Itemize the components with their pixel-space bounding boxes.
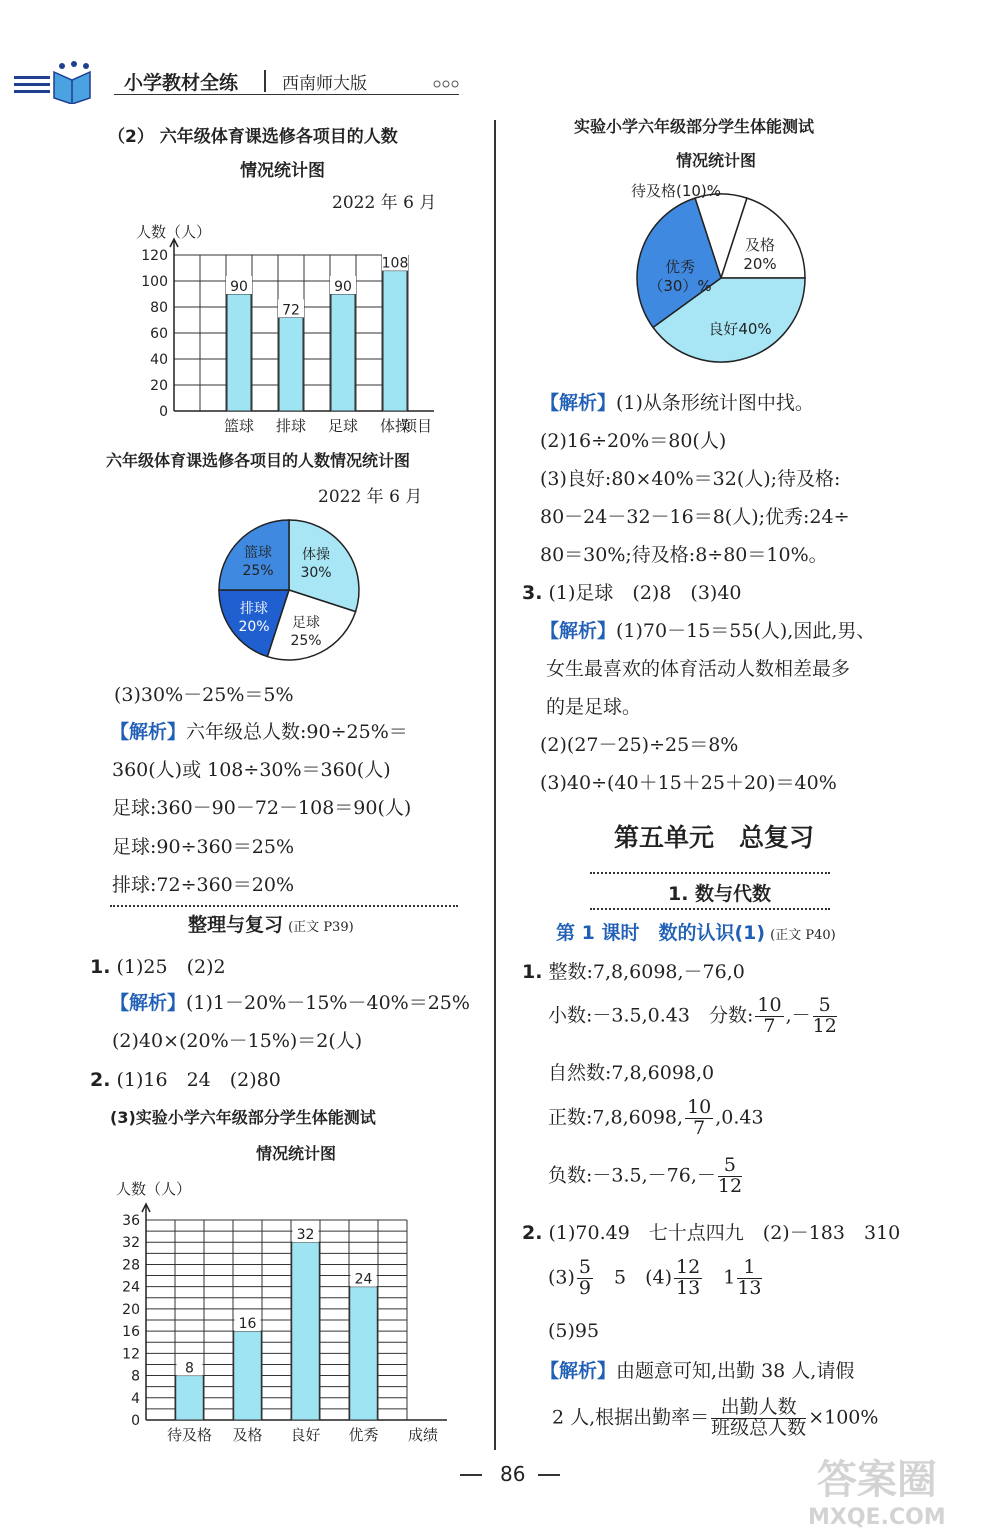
left-analysis-2: 360(人)或 108÷30%＝360(人) <box>112 759 391 781</box>
pie2-title-2: 情况统计图 <box>676 151 757 170</box>
y-tick-label: 120 <box>141 248 168 264</box>
fraction-10-7-b: $\frac{10}{7}$ <box>687 1096 712 1139</box>
x-axis-label: 成绩 <box>408 1426 439 1444</box>
header-divider <box>264 70 266 92</box>
x-tick-label: 优秀 <box>348 1426 379 1444</box>
right-q3-analysis <box>540 616 875 643</box>
left-analysis-5: 排球:72÷360＝20% <box>112 874 294 896</box>
data-label: 72 <box>282 302 300 319</box>
right-b3: (5)95 <box>548 1320 600 1342</box>
pie-label-pct: 20% <box>238 619 270 635</box>
right-b-analysis-2: 2 人,根据出勤率＝ $\frac{\text{出勤人数}}{\text{班级总人数}}$ ×100% <box>552 1396 879 1439</box>
a1-text: 整数:7,8,6098,－76,0 <box>548 961 745 983</box>
left-q1 <box>90 952 226 979</box>
pie-label-pct: （30）% <box>648 277 712 295</box>
data-label: 8 <box>185 1360 194 1377</box>
pie-label: 篮球 <box>244 545 272 561</box>
x-tick-label: 篮球 <box>223 417 255 435</box>
pie1-title: 六年级体育课选修各项目的人数情况统计图 <box>106 451 411 470</box>
book-series-title: 小学教材全练 <box>124 72 239 94</box>
right-a5 <box>548 1156 744 1197</box>
bar-chart-fitness <box>110 1172 470 1447</box>
data-label: 24 <box>354 1271 373 1288</box>
review-divider <box>110 905 458 907</box>
pie-label: 排球 <box>240 601 268 617</box>
fraction-attendance: $\frac{\text{出勤人数}}{\text{班级总人数}}$ <box>711 1396 807 1439</box>
right-line-8: 的是足球。 <box>546 696 642 718</box>
pie-label-pct: 25% <box>290 633 322 649</box>
right-a4 <box>548 1098 764 1139</box>
data-label: 32 <box>296 1227 315 1244</box>
y-tick-label: 8 <box>131 1368 140 1385</box>
lesson-ref: (正文 P40) <box>770 928 836 943</box>
pie-chart-fitness <box>620 176 870 376</box>
data-label: 108 <box>381 255 409 272</box>
analysis-tag: 【解析】 <box>110 721 187 743</box>
x-tick-label: 及格 <box>232 1426 263 1444</box>
right-line-10: (3)40÷(40＋15＋25＋20)＝40% <box>540 772 837 794</box>
page-number: 86 <box>500 1462 526 1486</box>
bar2-title-2: 情况统计图 <box>256 1144 337 1163</box>
q3-analysis-text: (1)70－15＝55(人),因此,男、 <box>616 620 876 642</box>
right-line-2: (2)16÷20%＝80(人) <box>540 430 727 452</box>
bar-待及格 <box>176 1376 204 1420</box>
bar-篮球 <box>227 294 251 411</box>
left-analysis-4: 足球:90÷360＝25% <box>112 836 294 858</box>
unit-title: 第五单元 总复习 <box>614 823 815 852</box>
review-title: 整理与复习 <box>188 914 284 936</box>
right-b-analysis <box>540 1356 854 1383</box>
right-b1 <box>522 1218 900 1245</box>
data-label: 16 <box>238 1316 257 1333</box>
a5-text: 负数:－3.5,－76,－ <box>548 1164 716 1187</box>
pie-label: 待及格(10)% <box>630 182 722 200</box>
review-heading <box>188 910 354 937</box>
b-number: 2. <box>522 1222 543 1244</box>
a1-number: 1. <box>522 961 543 983</box>
pie-label: 足球 <box>292 615 320 631</box>
pie-label: 及格 <box>744 236 776 254</box>
bar-良好 <box>292 1242 320 1420</box>
data-label: 90 <box>230 279 248 295</box>
analysis-tag: 【解析】 <box>540 1360 617 1382</box>
y-tick-label: 20 <box>122 1301 140 1318</box>
bar-chart-sports <box>130 215 470 445</box>
lesson-heading <box>556 918 836 945</box>
b1-text: (1)70.49 七十点四九 (2)－183 310 <box>548 1222 901 1244</box>
right-a2: 小数:－3.5,0.43 分数: $\frac{10}{7}$ ,－ $\frac{5}{12}$ <box>548 994 837 1037</box>
fraction-5-9: $\frac{5}{9}$ <box>578 1256 592 1299</box>
q1-analysis-text: (1)1－20%－15%－40%＝25% <box>186 992 470 1014</box>
q2-chart-title: （2） 六年级体育课选修各项目的人数 <box>108 127 398 147</box>
y-tick-label: 16 <box>122 1324 140 1341</box>
y-tick-label: 4 <box>131 1390 140 1407</box>
analysis-tag: 【解析】 <box>540 620 617 642</box>
fraction-10-7: $\frac{10}{7}$ <box>757 994 782 1037</box>
right-a3: 自然数:7,8,6098,0 <box>548 1062 715 1084</box>
column-divider <box>494 120 496 1450</box>
footer-rule-left <box>460 1474 482 1476</box>
a4-tail: ,0.43 <box>715 1106 764 1129</box>
a2-text: 小数:－3.5,0.43 分数: <box>548 1004 754 1027</box>
analysis-tag: 【解析】 <box>540 392 617 414</box>
y-tick-label: 36 <box>122 1213 140 1229</box>
left-q2 <box>90 1065 281 1092</box>
edition-label: 西南师大版 <box>282 74 367 94</box>
x-tick-label: 足球 <box>327 417 359 435</box>
pie-chart-sports <box>214 515 364 665</box>
watermark: 答案圈 MXQE.COM <box>808 1457 946 1530</box>
bar-体操 <box>383 271 407 411</box>
right-q3 <box>522 578 742 605</box>
left-analysis-3: 足球:360－90－72－108＝90(人) <box>112 797 412 819</box>
right-a1 <box>522 957 745 984</box>
data-label: 90 <box>334 279 352 295</box>
q2-number: 2. <box>90 1069 111 1091</box>
right-b2: (3) $\frac{5}{9}$ 5 (4) $\frac{12}{13}$ 1 $\frac{1}{13}$ <box>548 1256 762 1299</box>
pie-label-pct: 25% <box>242 563 274 579</box>
left-line-l3: (3)30%－25%＝5% <box>114 684 294 706</box>
y-tick-label: 40 <box>150 352 168 368</box>
pie-label: 优秀 <box>664 258 696 276</box>
y-tick-label: 24 <box>122 1279 140 1296</box>
b-analysis-text: 由题意可知,出勤 38 人,请假 <box>616 1360 855 1382</box>
dots-ornament-icon <box>432 76 462 92</box>
bar-优秀 <box>350 1287 378 1420</box>
bar-及格 <box>234 1331 262 1420</box>
pie2-title-1: 实验小学六年级部分学生体能测试 <box>574 117 815 136</box>
q3-answer: (1)足球 (2)8 (3)40 <box>548 582 742 604</box>
header-rule <box>114 94 459 95</box>
fraction-5-12-b: $\frac{5}{12}$ <box>717 1154 743 1197</box>
y-tick-label: 80 <box>150 300 168 316</box>
y-tick-label: 0 <box>131 1413 140 1429</box>
y-tick-label: 28 <box>122 1257 140 1274</box>
section-divider-bottom <box>590 908 830 910</box>
fraction-5-12: $\frac{5}{12}$ <box>812 994 837 1037</box>
analysis-text: 六年级总人数:90÷25%＝ <box>186 721 408 743</box>
footer-rule-right <box>538 1474 560 1476</box>
analysis-text: (1)从条形统计图中找。 <box>616 392 814 414</box>
right-line-3: (3)良好:80×40%＝32(人);待及格: <box>540 468 841 490</box>
bar1-date: 2022 年 6 月 <box>332 193 437 213</box>
right-line-7: 女生最喜欢的体育活动人数相差最多 <box>546 658 851 680</box>
x-tick-label: 良好 <box>290 1426 321 1444</box>
fraction-1-13: $\frac{1}{13}$ <box>737 1256 762 1299</box>
bar2-title-1: (3)实验小学六年级部分学生体能测试 <box>110 1108 376 1127</box>
bar1-title: 情况统计图 <box>240 161 325 181</box>
q3-number: 3. <box>522 582 543 604</box>
review-ref: (正文 P39) <box>288 920 354 935</box>
right-line-5: 80＝30%;待及格:8÷80＝10%。 <box>540 544 828 566</box>
y-tick-label: 32 <box>122 1235 140 1252</box>
q2-answer: (1)16 24 (2)80 <box>116 1069 281 1091</box>
y-axis-label: 人数（人） <box>136 223 212 241</box>
y-tick-label: 60 <box>150 326 168 342</box>
q1-number: 1. <box>90 956 111 978</box>
left-q1-analysis2: (2)40×(20%－15%)＝2(人) <box>112 1030 363 1052</box>
bar-排球 <box>279 317 303 411</box>
left-q1-analysis <box>110 988 470 1015</box>
a4-text: 正数:7,8,6098, <box>548 1106 684 1129</box>
pie-label: 良好40% <box>708 320 772 338</box>
left-analysis-1 <box>110 717 408 744</box>
right-line-4: 80－24－32－16＝8(人);优秀:24÷ <box>540 506 850 528</box>
pie-label-pct: 20% <box>743 255 777 273</box>
bar-足球 <box>331 294 355 411</box>
x-tick-label: 排球 <box>275 417 307 435</box>
right-line-9: (2)(27－25)÷25＝8% <box>540 734 739 756</box>
pie-label-pct: 30% <box>300 565 332 581</box>
section-title: 1. 数与代数 <box>668 883 772 905</box>
lesson-title: 第 1 课时 数的认识(1) <box>556 922 766 944</box>
analysis-tag: 【解析】 <box>110 992 187 1014</box>
book-logo-icon <box>14 60 114 104</box>
pie1-date: 2022 年 6 月 <box>318 487 423 507</box>
y-tick-label: 0 <box>159 404 168 420</box>
y-tick-label: 100 <box>141 274 168 290</box>
y-tick-label: 20 <box>150 378 168 394</box>
x-tick-label: 待及格 <box>166 1426 213 1444</box>
x-axis-label: 项目 <box>402 417 433 435</box>
x-tick-label: 体操 <box>379 417 411 435</box>
y-tick-label: 12 <box>122 1346 140 1363</box>
fraction-12-13: $\frac{12}{13}$ <box>676 1256 701 1299</box>
header <box>14 60 464 104</box>
q1-answer: (1)25 (2)2 <box>116 956 226 978</box>
y-axis-label: 人数（人） <box>116 1180 192 1198</box>
pie-label: 体操 <box>302 547 330 563</box>
right-analysis-1 <box>540 388 814 415</box>
section-divider <box>590 872 830 874</box>
